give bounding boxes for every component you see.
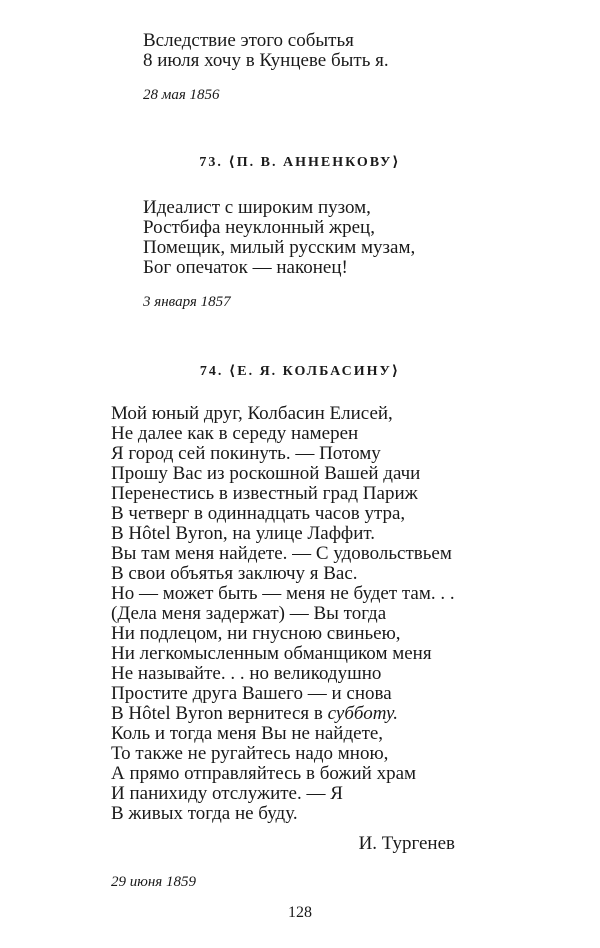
- poem-74-body: [111, 404, 455, 824]
- poem-line: Вследствие этого событья: [143, 30, 354, 51]
- poem-line: То также не ругайтесь надо мною,: [111, 743, 389, 764]
- poem-line-text: В Hôtel Byron вернитеся в: [111, 703, 328, 724]
- poem-heading: 74. ⟨Е. Я. КОЛБАСИНУ⟩: [199, 364, 401, 379]
- poem-line: Простите друга Вашего — и снова: [111, 683, 392, 704]
- poem-line: Ни подлецом, ни гнусною свиньею,: [111, 623, 401, 644]
- poem-heading: 73. ⟨П. В. АННЕНКОВУ⟩: [199, 155, 401, 170]
- poem-line: Прошу Вас из роскошной Вашей дачи: [111, 463, 421, 484]
- poem-line: Я город сей покинуть. — Потому: [111, 443, 381, 464]
- poem-line: В живых тогда не буду.: [111, 803, 298, 824]
- signature: И. Тургенев: [358, 833, 455, 854]
- poem-date: 28 мая 1856: [143, 87, 220, 103]
- poem-line: В четверг в одиннадцать часов утра,: [111, 503, 406, 524]
- poem-line: В Hôtel Byron, на улице Лаффит.: [111, 523, 376, 544]
- poem-line: Мой юный друг, Колбасин Елисей,: [111, 403, 393, 424]
- poem-line: 8 июля хочу в Кунцеве быть я.: [143, 50, 389, 71]
- poem-line: Коль и тогда меня Вы не найдете,: [111, 723, 384, 744]
- opening-poem: [143, 31, 389, 71]
- poem-line: И панихиду отслужите. — Я: [111, 783, 343, 804]
- poem-line: Перенестись в известный град Париж: [111, 483, 418, 504]
- poem-73-body: [143, 198, 415, 278]
- poem-line: Вы там меня найдете. — С удовольствьем: [111, 543, 452, 564]
- emphasis-word: субботу.: [327, 703, 398, 724]
- poem-line: Но — может быть — меня не будет там. . .: [111, 583, 455, 604]
- poem-line: Ростбифа неуклонный жрец,: [143, 217, 375, 238]
- poem-line: Идеалист с широким пузом,: [143, 197, 371, 218]
- poem-line: Не называйте. . . но великодушно: [111, 663, 382, 684]
- poem-date: 29 июня 1859: [111, 874, 196, 890]
- poem-line: Бог опечаток — наконец!: [143, 257, 348, 278]
- page-number: 128: [288, 904, 312, 921]
- poem-line: Помещик, милый русским музам,: [143, 237, 416, 258]
- poem-line: (Дела меня задержат) — Вы тогда: [111, 603, 387, 624]
- poem-date: 3 января 1857: [143, 294, 231, 310]
- poem-line: Не далее как в середу намерен: [111, 423, 359, 444]
- poem-line: Ни легкомысленным обманщиком меня: [111, 643, 432, 664]
- poem-line: В свои объятья заключу я Вас.: [111, 563, 358, 584]
- poem-line: А прямо отправляйтесь в божий храм: [111, 763, 417, 784]
- poem-line: [111, 704, 455, 724]
